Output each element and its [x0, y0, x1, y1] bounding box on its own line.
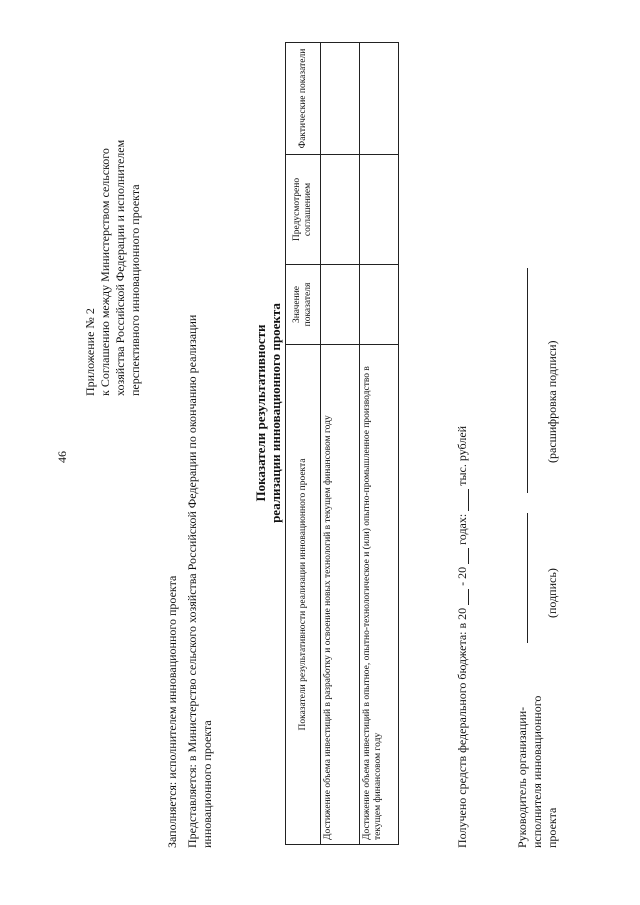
value-cell	[321, 265, 360, 345]
title-line: реализации инновационного проекта	[268, 303, 283, 523]
indicator-cell: Достижение объема инвестиций в опытное, опытно-технологическое и (или) опытно-промышленное производство в текущем финансовом году	[360, 345, 399, 845]
fill-by-note: Заполняется: исполнителем инновационного проекта	[165, 575, 179, 848]
header-indicator: Показатели результативности реализации инновационного проекта	[286, 345, 321, 845]
indicator-cell: Достижение объема инвестиций в разработку и освоение новых технологий в текущем финансовом году	[321, 345, 360, 845]
table-row	[360, 43, 399, 845]
rotated-sheet	[35, 13, 605, 883]
blank-line	[456, 489, 469, 511]
head-label-line: проекта	[545, 807, 559, 848]
header-planned: Предусмотрено соглашением	[286, 155, 321, 265]
signature-caption: (подпись)	[545, 568, 559, 618]
header-value: Значение показателя	[286, 265, 321, 345]
submit-to-line: Представляется: в Министерство сельского хозяйства Российской Федерации по окончанию реализации	[185, 314, 199, 848]
table-header-row	[286, 43, 321, 845]
page-number: 46	[55, 451, 69, 463]
funding-dash: -	[455, 581, 469, 586]
head-label-line: исполнителя инновационного	[530, 695, 544, 848]
funding-line	[455, 248, 469, 848]
funding-prefix: Получено средств федерального бюджета: в 20	[455, 607, 469, 848]
submit-to-line: инновационного проекта	[200, 720, 214, 848]
signature-line	[527, 513, 528, 643]
header-actual: Фактические показатели	[286, 43, 321, 155]
funding-unit: тыс. рублей	[455, 425, 469, 486]
head-label-line: Руководитель организации-	[515, 706, 529, 848]
appendix-line: хозяйства Российской Федерации и исполнителем	[113, 139, 127, 396]
name-caption: (расшифровка подписи)	[545, 340, 559, 463]
name-line	[527, 268, 528, 493]
head-label	[515, 648, 560, 848]
submit-to-note	[185, 208, 215, 848]
appendix-line: Приложение № 2	[83, 308, 97, 396]
appendix-line: к Соглашению между Министерством сельского	[98, 148, 112, 396]
appendix-header	[83, 66, 143, 396]
blank-line	[456, 589, 469, 605]
table-row	[321, 43, 360, 845]
planned-cell	[360, 155, 399, 265]
value-cell	[360, 265, 399, 345]
planned-cell	[321, 155, 360, 265]
document-title	[253, 143, 283, 683]
blank-line	[456, 548, 469, 564]
funding-years-word: годах:	[455, 513, 469, 545]
title-line: Показатели результативности	[253, 324, 268, 502]
funding-year2: 20	[455, 566, 469, 579]
actual-cell	[321, 43, 360, 155]
appendix-line: перспективного инновационного проекта	[128, 184, 142, 396]
actual-cell	[360, 43, 399, 155]
results-table	[285, 42, 399, 845]
